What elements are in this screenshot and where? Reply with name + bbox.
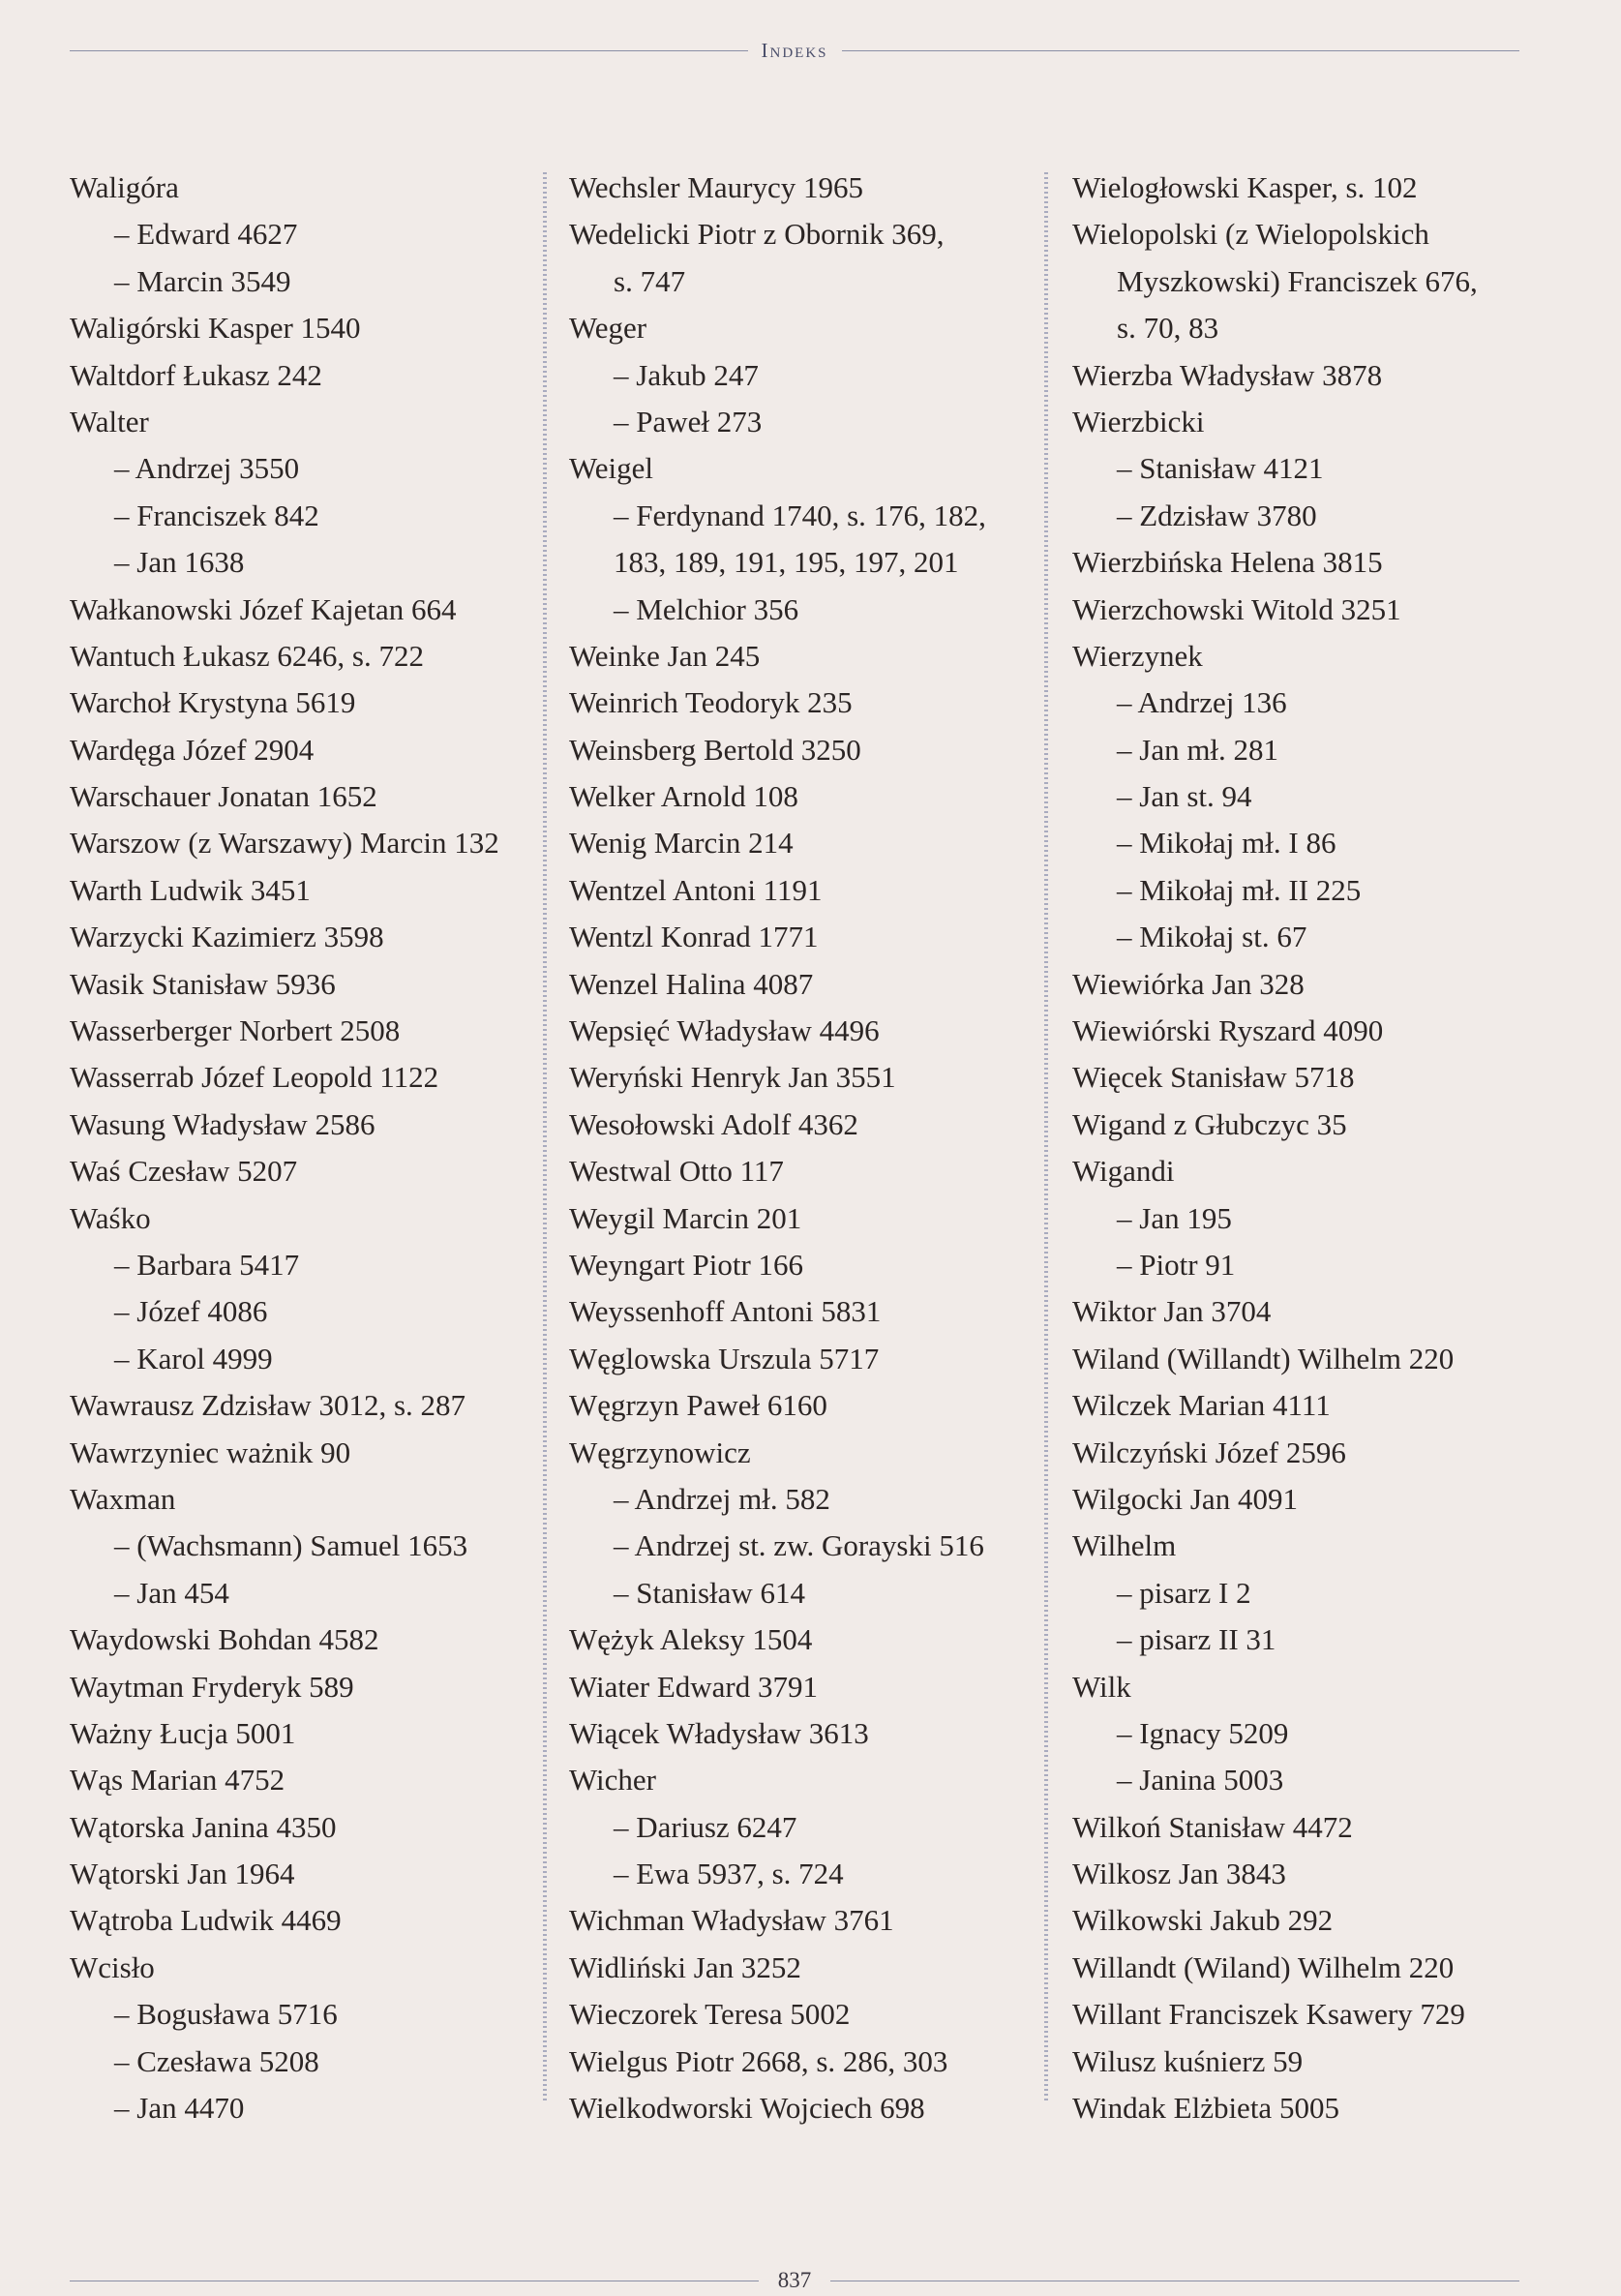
index-entry: Wielopolski (z Wielopolskich xyxy=(1072,217,1429,252)
index-entry: Warschauer Jonatan 1652 xyxy=(70,779,377,814)
index-column-3 xyxy=(1072,165,1556,2131)
index-entry: Wcisło xyxy=(70,1949,155,1984)
index-entry: Węgrzynowicz xyxy=(569,1435,751,1469)
index-subentry: – Andrzej mł. 582 xyxy=(614,1481,830,1516)
page-number: 837 xyxy=(777,2268,812,2292)
index-entry: Warszow (z Warszawy) Marcin 132 xyxy=(70,826,499,861)
index-entry: Wierzchowski Witold 3251 xyxy=(1072,591,1401,626)
index-column-1 xyxy=(70,165,554,2131)
header-rule-right xyxy=(842,50,1520,51)
index-entry: Willandt (Wiland) Wilhelm 220 xyxy=(1072,1949,1455,1984)
index-entry: Wiącek Władysław 3613 xyxy=(569,1715,869,1750)
index-subentry: – Jan 1638 xyxy=(114,545,245,580)
index-subentry: – Jan st. 94 xyxy=(1117,779,1252,814)
index-entry: Wielgus Piotr 2668, s. 286, 303 xyxy=(569,2043,948,2078)
index-entry: Weygil Marcin 201 xyxy=(569,1200,802,1235)
index-subentry: – pisarz I 2 xyxy=(1117,1575,1251,1610)
index-subentry: – Mikołaj mł. I 86 xyxy=(1117,826,1336,861)
index-entry: Wątroba Ludwik 4469 xyxy=(70,1903,342,1938)
index-entry: Wilk xyxy=(1072,1669,1131,1704)
index-entry: Warth Ludwik 3451 xyxy=(70,872,311,907)
index-entry: Wepsięć Władysław 4496 xyxy=(569,1013,880,1048)
index-entry: Wężyk Aleksy 1504 xyxy=(569,1622,813,1657)
index-entry: Weinrich Teodoryk 235 xyxy=(569,685,853,720)
index-subentry: – Barbara 5417 xyxy=(114,1247,300,1282)
index-entry: Wasserberger Norbert 2508 xyxy=(70,1013,401,1048)
index-entry: Wierzynek xyxy=(1072,638,1203,673)
index-entry: Wilczyński Józef 2596 xyxy=(1072,1435,1346,1469)
index-entry: Wierzbińska Helena 3815 xyxy=(1072,545,1383,580)
index-entry: Willant Franciszek Ksawery 729 xyxy=(1072,1997,1465,2032)
index-subentry: – Andrzej 3550 xyxy=(114,451,300,486)
index-entry: Widliński Jan 3252 xyxy=(569,1949,801,1984)
index-subentry: – Jan 454 xyxy=(114,1575,229,1610)
index-subentry: – Jan mł. 281 xyxy=(1117,732,1279,767)
index-subentry: – Ewa 5937, s. 724 xyxy=(614,1857,844,1891)
index-subentry: – Melchior 356 xyxy=(614,591,799,626)
index-entry: Wechsler Maurycy 1965 xyxy=(569,170,863,204)
index-entry: Wiktor Jan 3704 xyxy=(1072,1294,1272,1329)
index-entry: Warchoł Krystyna 5619 xyxy=(70,685,356,720)
index-entry: Welker Arnold 108 xyxy=(569,779,798,814)
index-subentry: – (Wachsmann) Samuel 1653 xyxy=(114,1528,468,1563)
index-subentry: – Edward 4627 xyxy=(114,217,298,252)
index-entry: Wielogłowski Kasper, s. 102 xyxy=(1072,170,1418,204)
index-entry: Wenig Marcin 214 xyxy=(569,826,794,861)
index-entry: Windak Elżbieta 5005 xyxy=(1072,2091,1339,2126)
index-entry: Wilusz kuśnierz 59 xyxy=(1072,2043,1304,2078)
index-entry: Weger xyxy=(569,311,647,346)
index-entry: Wieczorek Teresa 5002 xyxy=(569,1997,851,2032)
index-entry: Wątorska Janina 4350 xyxy=(70,1809,337,1844)
index-entry: Wałkanowski Józef Kajetan 664 xyxy=(70,591,457,626)
index-entry-continuation: s. 70, 83 xyxy=(1117,311,1219,346)
index-entry-continuation: s. 747 xyxy=(614,263,686,298)
index-entry: Wasserrab Józef Leopold 1122 xyxy=(70,1060,439,1095)
index-entry-continuation: Myszkowski) Franciszek 676, xyxy=(1117,263,1478,298)
index-entry: Waltdorf Łukasz 242 xyxy=(70,357,322,392)
index-entry: Wigand z Głubczyc 35 xyxy=(1072,1106,1347,1141)
index-subentry: – Jan 4470 xyxy=(114,2091,245,2126)
index-entry: Wierzba Władysław 3878 xyxy=(1072,357,1383,392)
index-subentry: – Marcin 3549 xyxy=(114,263,291,298)
header-rule-left xyxy=(70,50,748,51)
index-entry: Wilkowski Jakub 292 xyxy=(1072,1903,1334,1938)
index-entry: Weigel xyxy=(569,451,654,486)
index-subentry: – Bogusława 5716 xyxy=(114,1997,338,2032)
index-entry: Wilkosz Jan 3843 xyxy=(1072,1857,1286,1891)
index-entry: Weinke Jan 245 xyxy=(569,638,761,673)
index-entry: Warzycki Kazimierz 3598 xyxy=(70,920,384,954)
index-subentry: – pisarz II 31 xyxy=(1117,1622,1276,1657)
index-subentry: – Jakub 247 xyxy=(614,357,759,392)
index-entry: Waśko xyxy=(70,1200,151,1235)
index-entry: Wedelicki Piotr z Obornik 369, xyxy=(569,217,945,252)
index-entry: Wasik Stanisław 5936 xyxy=(70,966,336,1001)
index-entry: Wicher xyxy=(569,1763,656,1798)
index-entry: Wielkodworski Wojciech 698 xyxy=(569,2091,925,2126)
index-entry: Westwal Otto 117 xyxy=(569,1154,784,1189)
index-subentry: – Stanisław 614 xyxy=(614,1575,806,1610)
index-subentry: – Zdzisław 3780 xyxy=(1117,498,1317,532)
index-entry: Wątorski Jan 1964 xyxy=(70,1857,295,1891)
index-subentry: – Dariusz 6247 xyxy=(614,1809,797,1844)
index-entry: Weyssenhoff Antoni 5831 xyxy=(569,1294,882,1329)
index-entry: Węgrzyn Paweł 6160 xyxy=(569,1388,827,1423)
index-entry: Waligóra xyxy=(70,170,179,204)
index-entry: Walter xyxy=(70,404,149,438)
index-entry: Waś Czesław 5207 xyxy=(70,1154,298,1189)
index-entry: Wilczek Marian 4111 xyxy=(1072,1388,1331,1423)
index-subentry: – Karol 4999 xyxy=(114,1341,273,1375)
index-subentry: – Stanisław 4121 xyxy=(1117,451,1324,486)
index-entry: Wilgocki Jan 4091 xyxy=(1072,1481,1298,1516)
index-subentry: – Piotr 91 xyxy=(1117,1247,1236,1282)
index-entry: Węglowska Urszula 5717 xyxy=(569,1341,880,1375)
index-entry: Wantuch Łukasz 6246, s. 722 xyxy=(70,638,424,673)
index-entry: Waydowski Bohdan 4582 xyxy=(70,1622,379,1657)
index-subentry: – Janina 5003 xyxy=(1117,1763,1284,1798)
index-entry: Ważny Łucja 5001 xyxy=(70,1715,296,1750)
index-columns xyxy=(0,165,1621,2149)
index-entry: Wiland (Willandt) Wilhelm 220 xyxy=(1072,1341,1455,1375)
index-entry: Wiewiórka Jan 328 xyxy=(1072,966,1305,1001)
index-entry: Wasung Władysław 2586 xyxy=(70,1106,375,1141)
index-subentry: – Józef 4086 xyxy=(114,1294,268,1329)
index-entry: Wigandi xyxy=(1072,1154,1175,1189)
index-entry: Wentzl Konrad 1771 xyxy=(569,920,819,954)
index-entry: Weyngart Piotr 166 xyxy=(569,1247,804,1282)
index-entry: Weryński Henryk Jan 3551 xyxy=(569,1060,896,1095)
running-header xyxy=(70,37,1519,64)
index-entry: Waytman Fryderyk 589 xyxy=(70,1669,354,1704)
page-footer xyxy=(70,2267,1519,2294)
index-entry-continuation: 183, 189, 191, 195, 197, 201 xyxy=(614,545,959,580)
index-entry: Wąs Marian 4752 xyxy=(70,1763,285,1798)
header-title: Indeks xyxy=(761,38,828,62)
index-entry: Wiewiórski Ryszard 4090 xyxy=(1072,1013,1384,1048)
index-subentry: – Ferdynand 1740, s. 176, 182, xyxy=(614,498,986,532)
index-entry: Wichman Władysław 3761 xyxy=(569,1903,894,1938)
index-subentry: – Mikołaj mł. II 225 xyxy=(1117,872,1362,907)
index-entry: Wardęga Józef 2904 xyxy=(70,732,315,767)
index-entry: Wentzel Antoni 1191 xyxy=(569,872,823,907)
index-entry: Wenzel Halina 4087 xyxy=(569,966,814,1001)
index-subentry: – Andrzej 136 xyxy=(1117,685,1287,720)
index-entry: Wawrzyniec ważnik 90 xyxy=(70,1435,351,1469)
index-column-2 xyxy=(569,165,1053,2131)
index-entry: Wawrausz Zdzisław 3012, s. 287 xyxy=(70,1388,466,1423)
index-entry: Waligórski Kasper 1540 xyxy=(70,311,361,346)
index-entry: Wierzbicki xyxy=(1072,404,1205,438)
index-subentry: – Ignacy 5209 xyxy=(1117,1715,1289,1750)
index-entry: Więcek Stanisław 5718 xyxy=(1072,1060,1355,1095)
index-subentry: – Jan 195 xyxy=(1117,1200,1232,1235)
index-entry: Wilkoń Stanisław 4472 xyxy=(1072,1809,1353,1844)
index-entry: Wesołowski Adolf 4362 xyxy=(569,1106,858,1141)
index-subentry: – Franciszek 842 xyxy=(114,498,319,532)
index-entry: Wilhelm xyxy=(1072,1528,1177,1563)
index-subentry: – Czesława 5208 xyxy=(114,2043,319,2078)
index-entry: Wiater Edward 3791 xyxy=(569,1669,818,1704)
index-entry: Waxman xyxy=(70,1481,176,1516)
index-subentry: – Mikołaj st. 67 xyxy=(1117,920,1307,954)
index-entry: Weinsberg Bertold 3250 xyxy=(569,732,861,767)
index-subentry: – Paweł 273 xyxy=(614,404,763,438)
index-subentry: – Andrzej st. zw. Gorayski 516 xyxy=(614,1528,984,1563)
